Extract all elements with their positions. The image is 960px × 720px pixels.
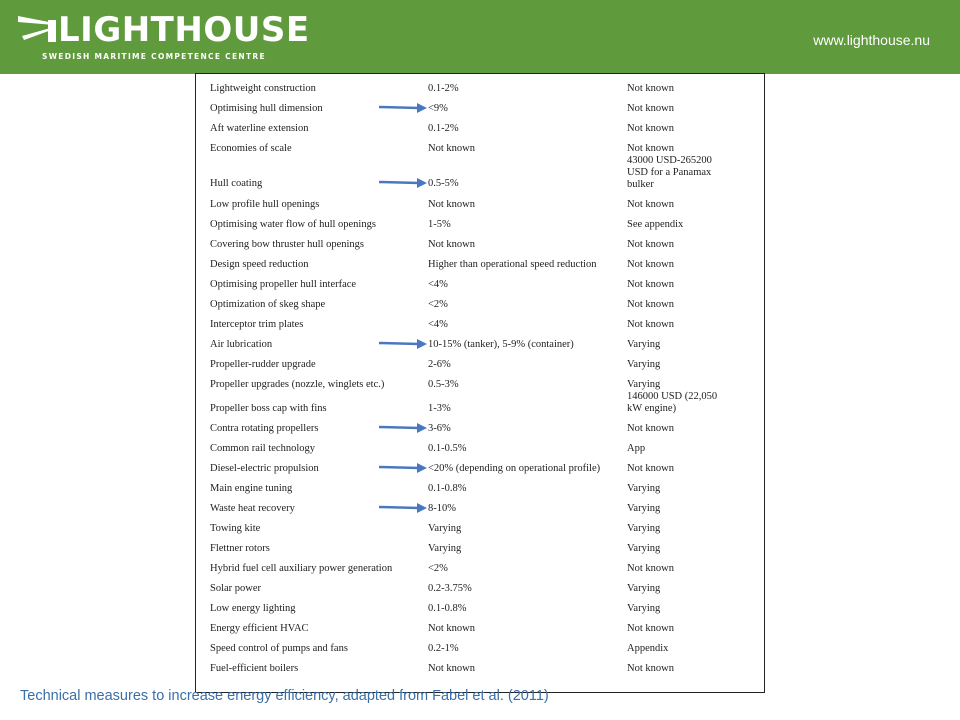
figure-caption: Technical measures to increase energy efficiency, adapted from Fabel et al. (2011) <box>20 688 549 704</box>
saving-cell: 0.5-3% <box>428 379 459 390</box>
cost-cell: Not known <box>627 423 674 434</box>
saving-cell: 0.1-2% <box>428 123 459 134</box>
saving-cell: Not known <box>428 199 475 210</box>
cost-cell: Not known <box>627 663 674 674</box>
measure-cell: Optimising propeller hull interface <box>210 279 357 290</box>
measure-cell: Optimising hull dimension <box>210 103 323 114</box>
cost-cell: Varying <box>627 339 661 350</box>
saving-cell: 0.1-0.8% <box>428 483 467 494</box>
cost-cell: Not known <box>627 123 674 134</box>
saving-cell: <9% <box>428 103 448 114</box>
measure-cell: Propeller boss cap with fins <box>210 403 327 414</box>
measure-cell: Flettner rotors <box>210 543 270 554</box>
saving-cell: Varying <box>428 543 462 554</box>
saving-cell: Not known <box>428 663 475 674</box>
saving-cell: <4% <box>428 319 448 330</box>
measure-cell: Speed control of pumps and fans <box>210 643 348 654</box>
measure-cell: Diesel-electric propulsion <box>210 463 319 474</box>
cost-cell: Varying <box>627 603 661 614</box>
cost-cell: Not known 43000 USD-265200 USD for a Panamax bulker <box>627 143 712 190</box>
cost-cell: Appendix <box>627 643 669 654</box>
measure-cell: Design speed reduction <box>210 259 309 270</box>
measure-cell: Air lubrication <box>210 339 273 350</box>
measure-cell: Lightweight construction <box>210 83 316 94</box>
cost-cell: App <box>627 443 646 454</box>
measure-cell: Hybrid fuel cell auxiliary power generation <box>210 563 393 574</box>
saving-cell: 0.5-5% <box>428 178 459 189</box>
saving-cell: 8-10% <box>428 503 456 514</box>
cost-cell: Varying <box>627 583 661 594</box>
cost-cell: Varying <box>627 359 661 370</box>
table-rows <box>196 74 764 692</box>
saving-cell: <2% <box>428 299 448 310</box>
saving-cell: 0.1-0.8% <box>428 603 467 614</box>
measure-cell: Common rail technology <box>210 443 315 454</box>
measure-cell: Propeller upgrades (nozzle, winglets etc.) <box>210 379 385 390</box>
saving-cell: 1-3% <box>428 403 451 414</box>
cost-cell: Not known <box>627 103 674 114</box>
cost-cell: Not known <box>627 259 674 270</box>
measure-cell: Aft waterline extension <box>210 123 309 134</box>
cost-cell: Varying <box>627 543 661 554</box>
saving-cell: 0.2-1% <box>428 643 459 654</box>
lighthouse-logo[interactable] <box>18 10 310 66</box>
saving-cell: 0.1-2% <box>428 83 459 94</box>
saving-cell: <4% <box>428 279 448 290</box>
cost-cell: Varying <box>627 523 661 534</box>
saving-cell: Not known <box>428 623 475 634</box>
saving-cell: Higher than operational speed reduction <box>428 259 597 270</box>
saving-cell: 3-6% <box>428 423 451 434</box>
measure-cell: Economies of scale <box>210 143 292 154</box>
saving-cell: Varying <box>428 523 462 534</box>
measure-cell: Optimising water flow of hull openings <box>210 219 376 230</box>
measure-cell: Solar power <box>210 583 262 594</box>
measure-cell: Propeller-rudder upgrade <box>210 359 316 370</box>
header-banner <box>0 0 960 74</box>
saving-cell: <2% <box>428 563 448 574</box>
cost-cell: Varying 146000 USD (22,050 kW engine) <box>627 379 718 414</box>
saving-cell: Not known <box>428 143 475 154</box>
measure-cell: Main engine tuning <box>210 483 293 494</box>
saving-cell: 0.2-3.75% <box>428 583 472 594</box>
measure-cell: Low profile hull openings <box>210 199 320 210</box>
saving-cell: Not known <box>428 239 475 250</box>
cost-cell: Not known <box>627 83 674 94</box>
saving-cell: 1-5% <box>428 219 451 230</box>
document-table <box>195 73 765 693</box>
cost-cell: Not known <box>627 463 674 474</box>
measure-cell: Energy efficient HVAC <box>210 623 309 634</box>
measure-cell: Interceptor trim plates <box>210 319 304 330</box>
cost-cell: Not known <box>627 199 674 210</box>
cost-cell: Varying <box>627 503 661 514</box>
measure-cell: Towing kite <box>210 523 261 534</box>
cost-cell: Not known <box>627 239 674 250</box>
measure-cell: Covering bow thruster hull openings <box>210 239 364 250</box>
cost-cell: See appendix <box>627 219 684 230</box>
cost-cell: Not known <box>627 319 674 330</box>
cost-cell: Not known <box>627 563 674 574</box>
measure-cell: Hull coating <box>210 178 263 189</box>
measure-cell: Waste heat recovery <box>210 503 295 514</box>
saving-cell: <20% (depending on operational profile) <box>428 463 601 474</box>
website-link[interactable]: www.lighthouse.nu <box>813 32 930 48</box>
cost-cell: Not known <box>627 623 674 634</box>
logo-tagline: SWEDISH MARITIME COMPETENCE CENTRE <box>42 52 266 61</box>
measure-cell: Fuel-efficient boilers <box>210 663 299 674</box>
logo-wordmark: LIGHTHOUSE <box>58 10 310 50</box>
saving-cell: 2-6% <box>428 359 451 370</box>
cost-cell: Varying <box>627 483 661 494</box>
saving-cell: 0.1-0.5% <box>428 443 467 454</box>
measure-cell: Optimization of skeg shape <box>210 299 326 310</box>
cost-cell: Not known <box>627 279 674 290</box>
saving-cell: 10-15% (tanker), 5-9% (container) <box>428 339 574 350</box>
measure-cell: Contra rotating propellers <box>210 423 319 434</box>
cost-cell: Not known <box>627 299 674 310</box>
measure-cell: Low energy lighting <box>210 603 296 614</box>
